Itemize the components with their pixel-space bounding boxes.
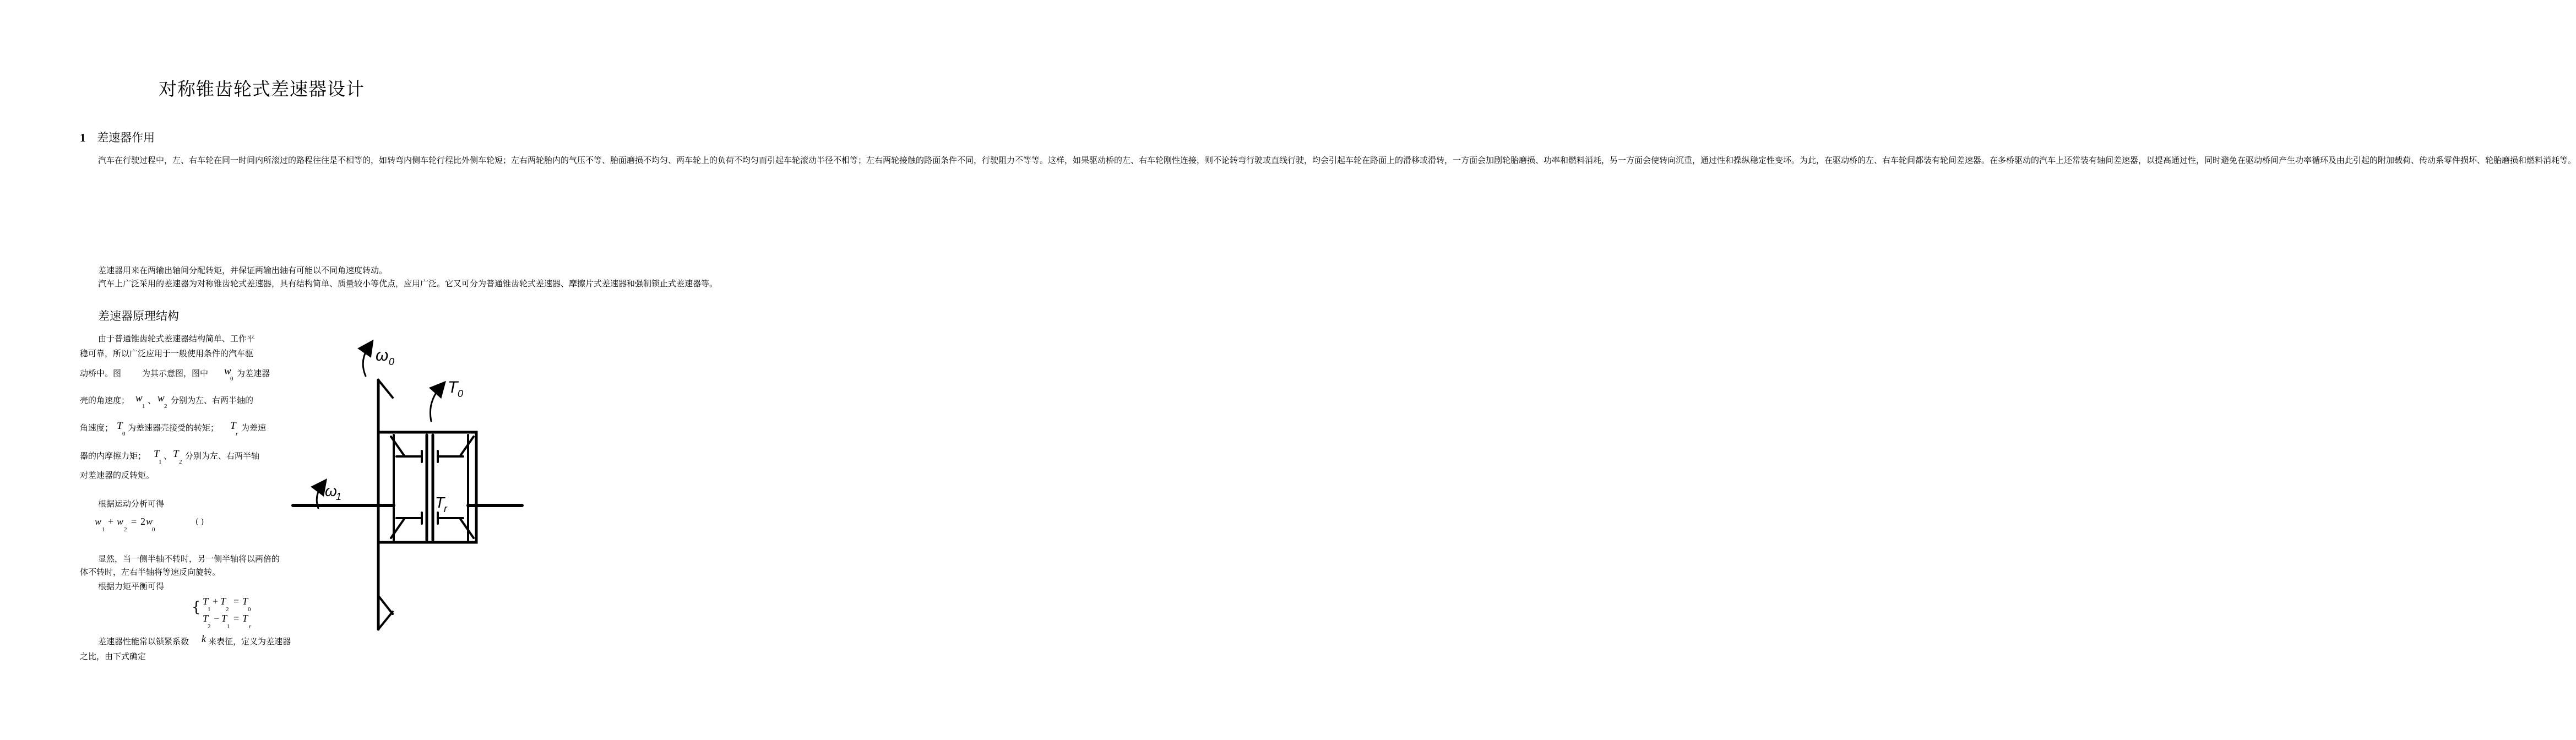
left-brace: { <box>192 599 201 616</box>
subscript: 0 <box>248 606 251 613</box>
text-line: 体不转时，左右半轴将等速反向旋转。 <box>80 567 221 577</box>
symbol-T: T <box>203 613 209 624</box>
subscript: r <box>236 431 238 437</box>
section-title: 差速器作用 <box>97 131 155 144</box>
symbol-k: k <box>202 633 206 644</box>
differential-schematic <box>292 339 523 655</box>
symbol-T: T <box>117 420 123 432</box>
symbol-w: w <box>135 393 143 404</box>
text-line: 来表征，定义为差速器 <box>208 636 291 646</box>
subscript: 0 <box>122 431 126 437</box>
text-line: 对差速器的反转矩。 <box>80 470 155 480</box>
operator-minus: − <box>214 613 220 624</box>
operator-plus: + <box>213 596 219 607</box>
operator-plus: + <box>108 516 114 527</box>
subscript: 2 <box>226 606 229 613</box>
text-line: 、 <box>148 395 156 405</box>
label-Tr: T <box>435 494 445 511</box>
subscript: 2 <box>164 403 167 410</box>
symbol-T: T <box>173 448 179 460</box>
text-line: 为差速 <box>241 423 267 433</box>
svg-text:r: r <box>444 503 447 514</box>
subscript: 2 <box>124 526 127 533</box>
section-number: 1 <box>80 131 86 144</box>
subscript: 2 <box>179 459 182 465</box>
text-line: 根据运动分析可得 <box>98 499 165 509</box>
text-line: 由于普通锥齿轮式差速器结构简单、工作平 <box>98 334 256 344</box>
symbol-w: w <box>146 516 153 527</box>
subscript: 1 <box>102 526 105 533</box>
symbol-T: T <box>230 420 236 432</box>
text-line: 稳可靠，所以广泛应用于一般使用条件的汽车驱 <box>80 349 254 358</box>
symbol-T: T <box>154 448 160 460</box>
operator-equals: = <box>233 596 240 607</box>
paragraph-types: 汽车上广泛采用的差速器为对称锥齿轮式差速器，具有结构简单、质量较小等优点，应用广泛。它又可分为普通锥齿轮式差速器、摩擦片式差速器和强制锁止式差速器等。 <box>98 279 718 289</box>
symbol-w: w <box>117 516 124 527</box>
text-line: 根据力矩平衡可得 <box>98 581 165 591</box>
subscript: 0 <box>152 526 155 533</box>
omega0-arrow <box>363 346 369 376</box>
symbol-T: T <box>220 596 226 607</box>
symbol-w: w <box>157 393 165 404</box>
section-2-heading: 差速器原理结构 <box>98 309 179 323</box>
subscript: 1 <box>159 459 162 465</box>
symbol-T: T <box>221 613 227 624</box>
paragraph-purpose: 汽车在行驶过程中，左、右车轮在同一时间内所滚过的路程往往是不相等的，如转弯内侧车轮行程比外侧车轮短；左右两轮胎内的气压不等、胎面磨损不均匀、两车轮上的负荷不均匀而引起车轮滚动半径不相等；左右两轮接触的路面条件不同，行驶阻力不等等。这样，如果驱动桥的左、右车轮刚性连接，则不论转弯行驶或直线行驶，均会引起车轮在路面上的滑移或滑转，一方面会加剧轮胎磨损、功率和燃料消耗，另一方面会使转向沉重，通过性和操纵稳定性变坏。为此，在驱动桥的左、右车轮间都装有轮间差速器。在多桥驱动的汽车上还常装有轴间差速器，以提高通过性，同时避免在驱动桥间产生功率循环及由此引起的附加载荷、传动系零件损坏、轮胎磨损和燃料消耗等。 <box>98 155 2576 165</box>
text-line: 显然，当一侧半轴不转时，另一侧半轴将以两倍的 <box>98 554 280 564</box>
svg-text:0: 0 <box>389 356 395 367</box>
svg-text:1: 1 <box>336 491 342 502</box>
document-title: 对称锥齿轮式差速器设计 <box>159 78 365 100</box>
label-T0: T <box>448 378 458 396</box>
section-1-heading <box>80 129 155 145</box>
subscript: 1 <box>208 606 211 613</box>
symbol-w: w <box>224 366 231 377</box>
operator-equals: = <box>131 516 137 527</box>
subscript: 2 <box>208 623 211 630</box>
text-line: 壳的角速度； <box>80 395 130 405</box>
text-line: 分别为左、右两半轴的 <box>171 395 254 405</box>
subscript: 1 <box>227 623 230 630</box>
operator-equals: = <box>233 613 240 624</box>
symbol-T: T <box>242 596 248 607</box>
symbol-w: w <box>95 516 102 527</box>
text-line: 之比，由下式确定 <box>80 651 146 661</box>
coefficient: 2 <box>140 516 145 527</box>
symbol-T: T <box>242 613 248 624</box>
subscript: r <box>249 623 252 630</box>
text-line: 为差速器壳接受的转矩； <box>128 423 219 433</box>
T0-arrow <box>430 387 441 421</box>
paragraph-torque-distribution: 差速器用来在两输出轴间分配转矩，并保证两输出轴有可能以不同角速度转动。 <box>98 265 388 275</box>
text-line: 动桥中。图 为其示意图，图中 <box>80 368 209 378</box>
symbol-T: T <box>203 596 209 607</box>
subscript: 0 <box>230 376 233 382</box>
equation-number: ( ) <box>195 518 204 526</box>
text-line: 差速器性能常以锁紧系数 <box>98 636 189 646</box>
label-omega1: ω <box>325 482 337 499</box>
text-line: 为差速器 <box>237 368 270 378</box>
text-line: 、 <box>164 451 172 461</box>
subscript: 1 <box>142 403 145 410</box>
text-line: 器的内摩擦力矩； <box>80 451 146 461</box>
text-line: 分别为左、右两半轴 <box>185 451 260 461</box>
label-omega0: ω <box>376 346 389 364</box>
svg-text:0: 0 <box>458 388 464 399</box>
text-line: 角速度； <box>80 423 113 433</box>
